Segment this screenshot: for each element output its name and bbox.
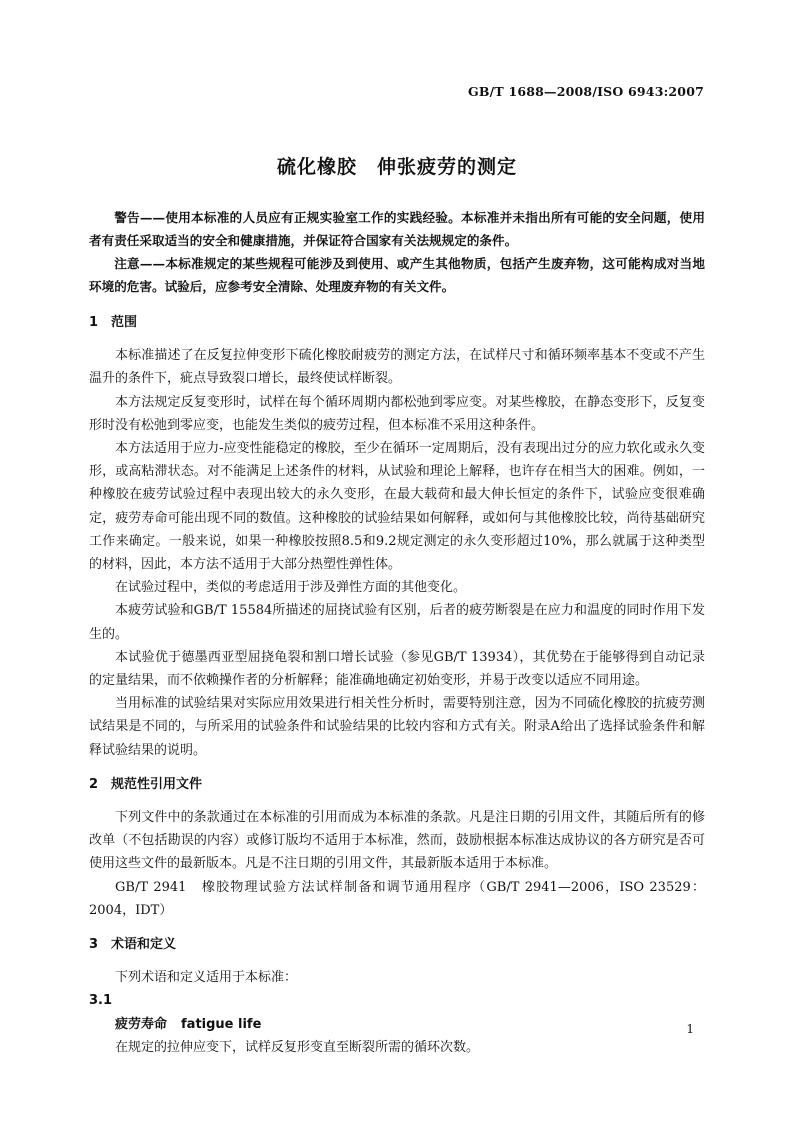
terms-intro: 下列术语和定义适用于本标准：	[115, 970, 298, 986]
section-2-heading	[89, 773, 705, 796]
term-entry	[89, 1013, 705, 1036]
clause-number: 3.1	[89, 993, 113, 1009]
scope-paragraph: 本标准描述了在反复拉伸变形下硫化橡胶耐疲劳的测定方法，在试样尺寸和循环频率基本不变或不产生温升的条件下，疵点导致裂口增长，最终使试样断裂。	[89, 348, 705, 387]
term-chinese: 疲劳寿命	[115, 1016, 168, 1032]
scope-paragraph: 本方法适用于应力-应变性能稳定的橡胶，至少在循环一定周期后，没有表现出过分的应力软化或永久变形，或高粘滞状态。对不能满足上述条件的材料，从试验和理论上解释，也许存在相当大的困难。例如，一种橡胶在疲劳试验过程中表现出较大的永久变形，在最大载荷和最大伸长恒定的条件下，试验应变很难确定，疲劳寿命可能出现不同的数值。这种橡胶的试验结果如何解释，或如何与其他橡胶比较，尚待基础研究工作来确定。一般来说，如果一种橡胶按照8.5和9.2规定测定的永久变形超过10%，那么就属于这种类型的材料，因此，本方法不适用于大部分热塑性弹性体。	[89, 441, 705, 573]
section-number: 1	[89, 315, 99, 330]
section-number: 3	[89, 937, 99, 953]
page-number: 1	[686, 1022, 694, 1036]
section-1-heading	[89, 311, 705, 334]
section-title: 范围	[111, 315, 138, 330]
scope-paragraph: 本疲劳试验和GB/T 15584所描述的屈挠试验有区别，后者的疲劳断裂是在应力和温度的同时作用下发生的。	[89, 603, 705, 642]
scope-paragraph: 本试验优于德墨西亚型屈挠龟裂和割口增长试验（参见GB/T 13934），其优势在于能够得到自动记录的定量结果，而不依赖操作者的分析解释；能准确地确定初始变形，并易于改变以适应不同用途。	[89, 649, 705, 689]
section-3-heading	[89, 933, 705, 956]
caution-paragraph: 注意——本标准规定的某些规程可能涉及到使用、或产生其他物质，包括产生废弃物，这可能构成对当地环境的危害。试验后，应参考安全清除、处理废弃物的有关文件。	[89, 256, 705, 294]
term-definition: 在规定的拉伸应变下，试样反复形变直至断裂所需的循环次数。	[115, 1039, 480, 1055]
document-body	[89, 206, 705, 1059]
scope-paragraph: 本方法规定反复变形时，试样在每个循环周期内都松弛到零应变。对某些橡胶，在静态变形下，反复变形时没有松弛到零应变，也能发生类似的疲劳过程，但本标准不采用这种条件。	[89, 394, 705, 433]
section-title: 规范性引用文件	[111, 776, 203, 792]
warning-paragraph: 警告——使用本标准的人员应有正规实验室工作的实践经验。本标准并未指出所有可能的安全问题，使用者有责任采取适当的安全和健康措施，并保证符合国家有关法规规定的条件。	[89, 210, 705, 248]
reference-entry: GB/T 2941 橡胶物理试验方法试样制备和调节通用程序（GB/T 2941—2006，ISO 23529：2004，IDT）	[89, 879, 705, 918]
scope-paragraph: 在试验过程中，类似的考虑适用于涉及弹性方面的其他变化。	[115, 580, 467, 596]
references-paragraph: 下列文件中的条款通过在本标准的引用而成为本标准的条款。凡是注日期的引用文件，其随后所有的修改单（不包括勘误的内容）或修订版均不适用于本标准，然而，鼓励根据本标准达成协议的各方研究是否可使用这些文件的最新版本。凡是不注日期的引用文件，其最新版本适用于本标准。	[89, 810, 705, 872]
scope-paragraph: 当用标准的试验结果对实际应用效果进行相关性分析时，需要特别注意，因为不同硫化橡胶的抗疲劳测试结果是不同的，与所采用的试验条件和试验结果的比较内容和方式有关。附录A给出了选择试验条件和解释试验结果的说明。	[89, 696, 705, 758]
standard-number: GB/T 1688—2008/ISO 6943:2007	[467, 84, 704, 99]
section-title: 术语和定义	[111, 937, 177, 953]
section-number: 2	[89, 776, 99, 792]
term-english: fatigue life	[181, 1016, 262, 1032]
document-title: 硫化橡胶 伸张疲劳的测定	[276, 156, 517, 178]
